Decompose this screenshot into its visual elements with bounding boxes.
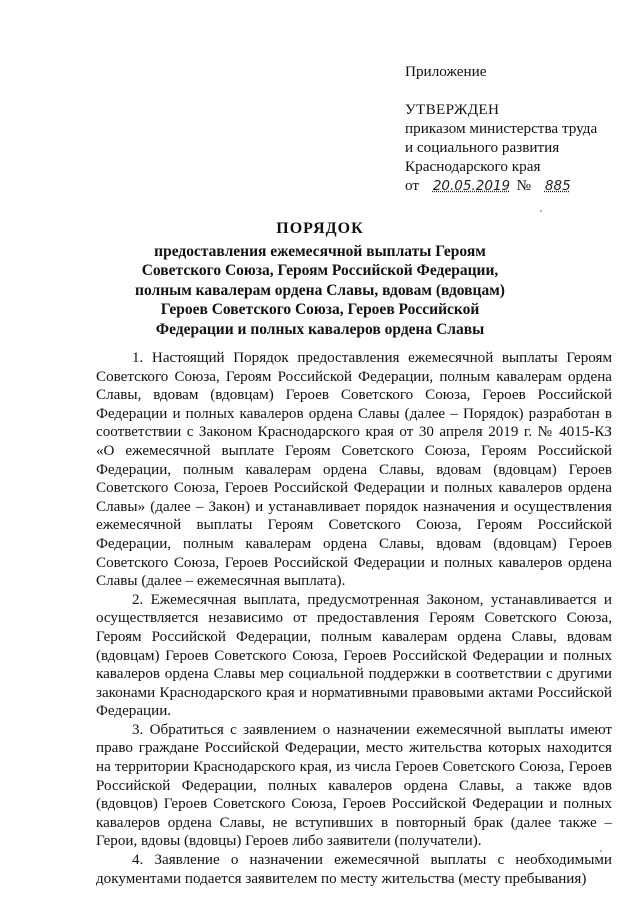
title-line: полным кавалерам ордена Славы, вдовам (вдовцам) bbox=[135, 281, 505, 299]
approval-line-3: Краснодарского края bbox=[405, 158, 541, 175]
from-label: от bbox=[405, 177, 420, 194]
approval-line-2: и социального развития bbox=[405, 139, 560, 156]
title-line: предоставления ежемесячной выплаты Героям bbox=[154, 242, 486, 260]
paragraph-4: 4. Заявление о назначении ежемесячной выплаты с необходимыми документами подается заявителем по месту жительства (месту пребывания) bbox=[96, 852, 612, 887]
document-body bbox=[96, 349, 612, 888]
title-line: Федерации и полных кавалеров ордена Славы bbox=[155, 320, 485, 338]
order-number: 885 bbox=[544, 178, 571, 194]
number-label: № bbox=[516, 177, 532, 194]
approval-block bbox=[405, 62, 630, 196]
paragraph-2: 2. Ежемесячная выплата, предусмотренная Законом, устанавливается и осуществляется независимо от предоставления Героям Советского Союза, Героям Российской Федерации, полным кавалерам ордена Славы, вдовам (вдовцам) Героев Советского Союза, Героев Российской Федерации и полных кавалеров ордена Славы мер социальной поддержки в соответствии с другими законами Краснодарского края и нормативными правовыми актами Российской Федерации. bbox=[96, 591, 612, 720]
scan-speck bbox=[600, 850, 602, 852]
appendix-label: Приложение bbox=[405, 63, 487, 80]
scan-speck bbox=[540, 210, 542, 212]
order-date: 20.05.2019 bbox=[432, 178, 511, 194]
paragraph-1: 1. Настоящий Порядок предоставления ежемесячной выплаты Героям Советского Союза, Героям Российской Федерации, полным кавалерам ордена Славы, вдовам (вдовцам) Героев Советского Союза, Героев Российской Федерации и полных кавалеров ордена Славы (далее – Порядок) разработан в соответствии с Законом Краснодарского края от 30 апреля 2019 г. № 4015-КЗ «О ежемесячной выплате Героям Советского Союза, Героям Российской Федерации, полным кавалерам ордена Славы, вдовам (вдовцам) Героев Советского Союза, Героев Российской Федерации и полных кавалеров ордена Славы» (далее – Закон) и устанавливает порядок назначения и осуществления ежемесячной выплаты Героям Советского Союза, Героям Российской Федерации, полным кавалерам ордена Славы, вдовам (вдовцам) Героев Советского Союза, Героев Российской Федерации и полных кавалеров ордена Славы (далее – ежемесячная выплата). bbox=[96, 350, 612, 590]
title-line: Героев Советского Союза, Героев Российской bbox=[160, 301, 480, 318]
approval-line-1: приказом министерства труда bbox=[405, 120, 598, 137]
approved-heading: УТВЕРЖДЕН bbox=[405, 101, 500, 118]
title-main: ПОРЯДОК bbox=[276, 220, 364, 237]
paragraph-3: 3. Обратиться с заявлением о назначении ежемесячной выплаты имеют право граждане Российской Федерации, место жительства которых находится на территории Краснодарского края, из числа Героев Советского Союза, Героев Российской Федерации, полных кавалеров ордена Славы, а также вдов (вдовцов) Героев Советского Союза, Героев Российской Федерации и полных кавалеров ордена Славы, не вступивших в повторный брак (далее также – Герои, вдовы (вдовцы) Героев либо заявители (получатели). bbox=[96, 721, 612, 850]
date-number-line bbox=[405, 176, 630, 196]
title-line: Советского Союза, Героям Российской Федерации, bbox=[141, 262, 499, 279]
document-title bbox=[90, 219, 550, 339]
